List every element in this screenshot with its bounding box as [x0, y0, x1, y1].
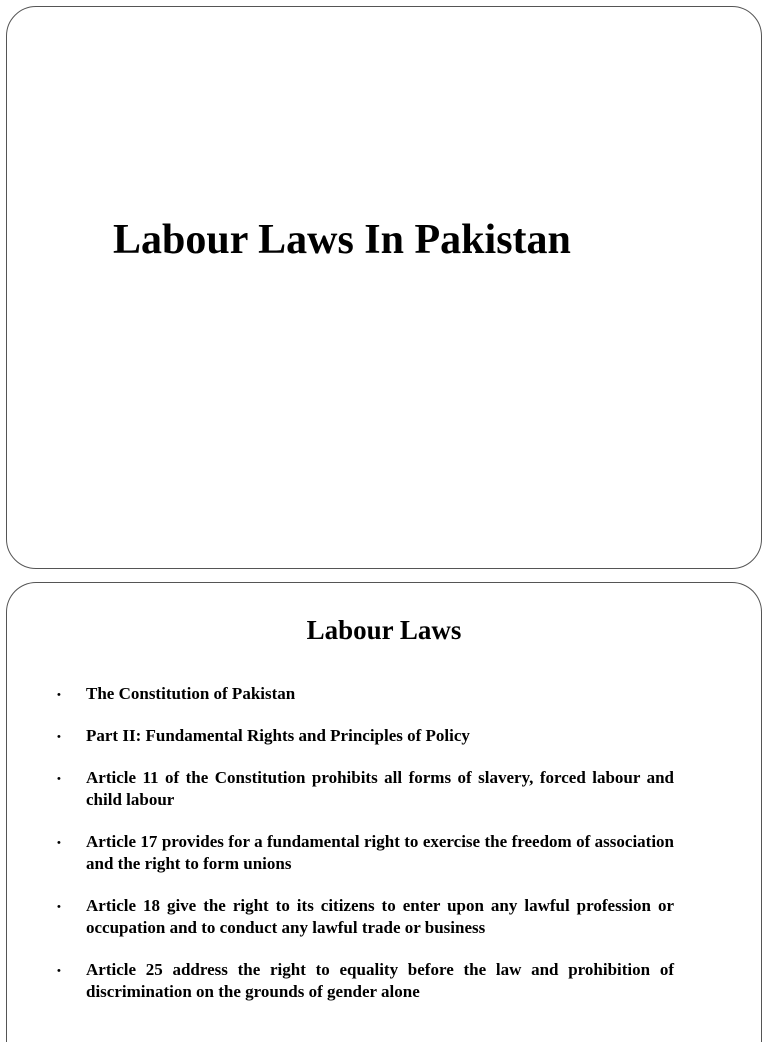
list-item-text: Article 25 address the right to equality before the law and prohibition of discrimination on the grounds of gender alone: [86, 960, 674, 1001]
bullet-icon: •: [57, 773, 61, 785]
list-item: [57, 895, 674, 939]
bullet-list: [57, 683, 674, 1023]
list-item: [57, 725, 674, 747]
list-item-text: Article 17 provides for a fundamental right to exercise the freedom of association and the right to form unions: [86, 832, 674, 873]
list-item-text: Part II: Fundamental Rights and Principles of Policy: [86, 726, 470, 745]
list-item-text: Article 18 give the right to its citizens to enter upon any lawful profession or occupation and to conduct any lawful trade or business: [86, 896, 674, 937]
presentation-title: Labour Laws In Pakistan: [113, 217, 571, 263]
bullet-icon: •: [57, 965, 61, 977]
bullet-icon: •: [57, 689, 61, 701]
list-item: [57, 831, 674, 875]
bullet-icon: •: [57, 901, 61, 913]
slide-labour-laws: [6, 582, 762, 1042]
list-item: [57, 767, 674, 811]
bullet-icon: •: [57, 837, 61, 849]
list-item-text: The Constitution of Pakistan: [86, 684, 296, 703]
slide-title: [6, 6, 762, 569]
list-item: [57, 683, 674, 705]
list-item: [57, 959, 674, 1003]
list-item-text: Article 11 of the Constitution prohibits all forms of slavery, forced labour and child labour: [86, 768, 674, 809]
slide-heading: Labour Laws: [306, 615, 462, 645]
bullet-icon: •: [57, 731, 61, 743]
